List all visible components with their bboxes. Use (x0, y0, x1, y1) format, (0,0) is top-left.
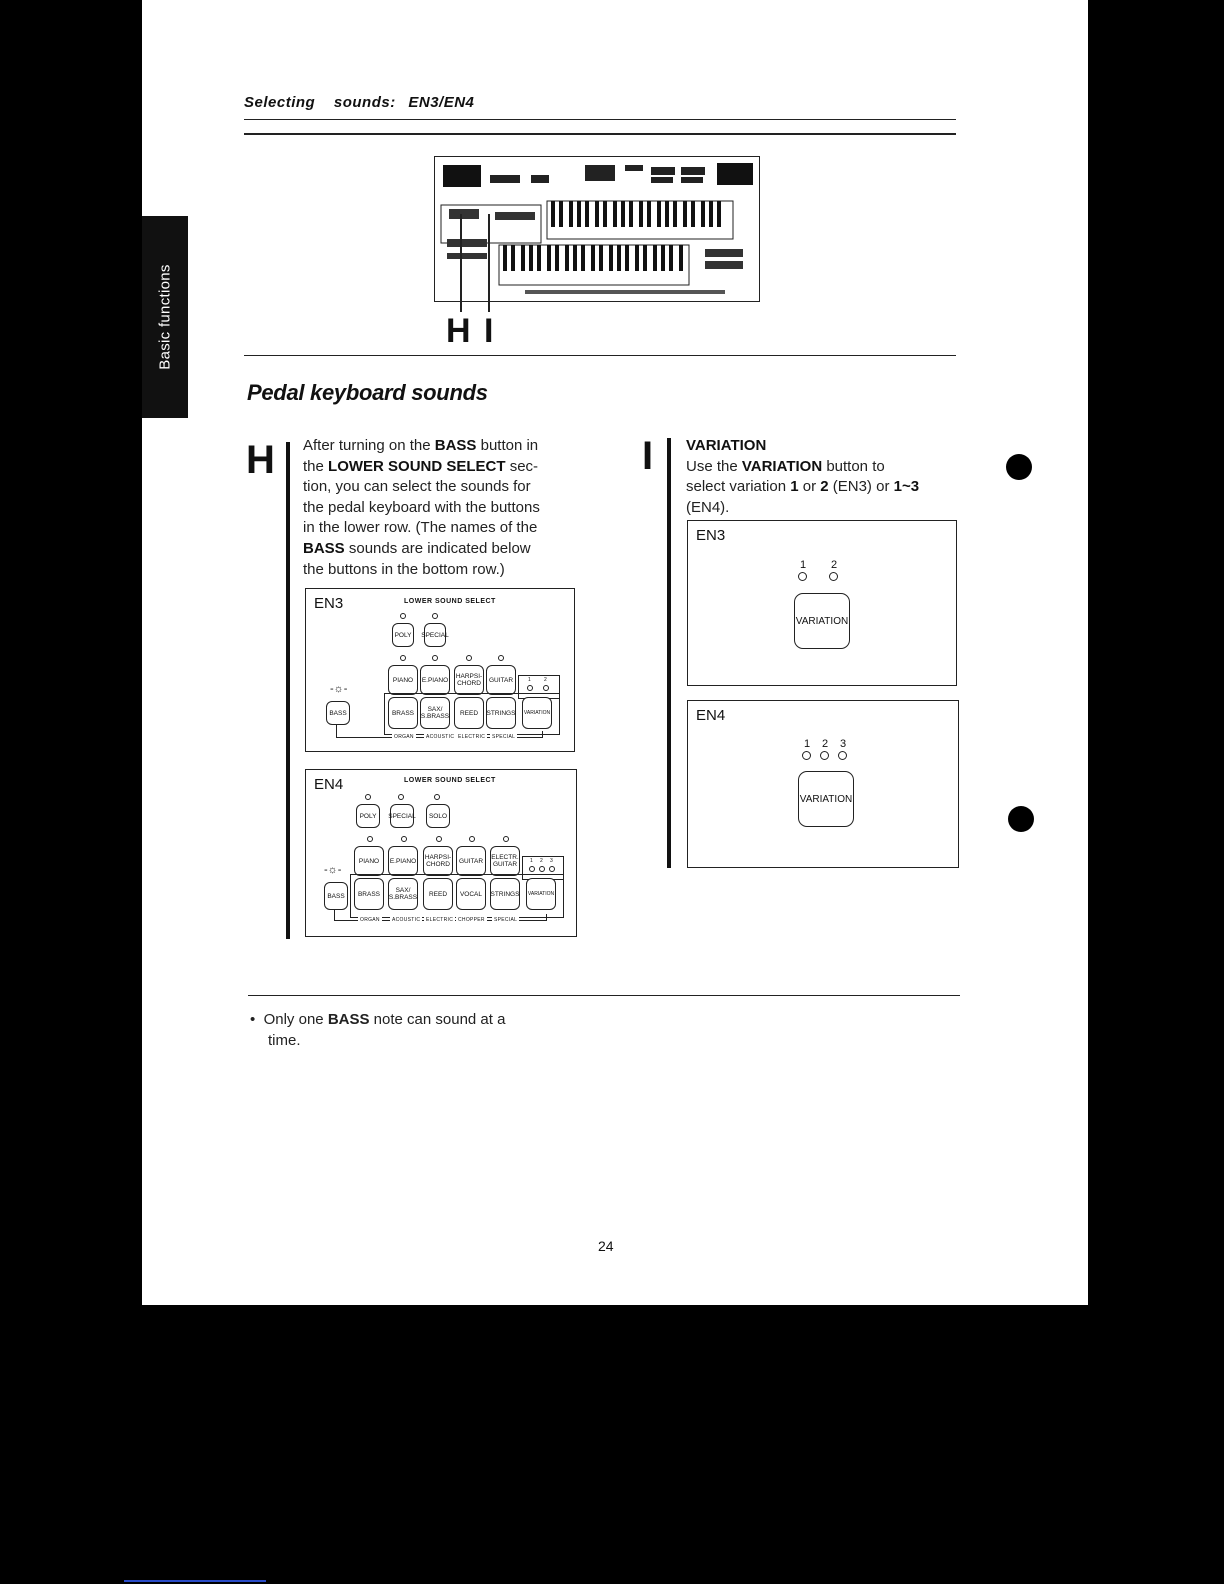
led (469, 836, 475, 842)
led (498, 655, 504, 661)
guitar-button[interactable]: GUITAR (456, 846, 486, 876)
header-section: Selecting (244, 94, 316, 111)
note (250, 1009, 505, 1051)
scan-border-right (1088, 0, 1224, 1305)
var-num: 2 (822, 738, 829, 750)
led (434, 794, 440, 800)
step-h-line: After turning on the BASS button in (303, 437, 539, 454)
step-h-line: tion, you can select the sounds for (303, 478, 531, 496)
step-i-bar (667, 438, 671, 868)
bass-sound-label: SPECIAL (492, 734, 516, 740)
reed-button[interactable]: REED (454, 697, 484, 729)
note-line: • Only one BASS note can sound at a (250, 1011, 506, 1028)
solo-button[interactable]: SOLO (426, 804, 450, 828)
header-models: EN3/EN4 (408, 94, 475, 111)
led (401, 836, 407, 842)
led (432, 655, 438, 661)
variation-led (829, 572, 838, 581)
guitar-button[interactable]: GUITAR (486, 665, 516, 695)
variation-en4-label: EN4 (696, 707, 726, 724)
scan-border-bottom (0, 1305, 1224, 1584)
step-h-line: the buttons in the bottom row.) (303, 560, 505, 578)
special-button[interactable]: SPECIAL (424, 623, 446, 647)
var-num: 2 (540, 858, 544, 864)
strings-button[interactable]: STRINGS (486, 697, 516, 729)
marker-i: I (484, 312, 494, 350)
vocal-button[interactable]: VOCAL (456, 878, 486, 910)
step-i-line: Use the VARIATION button to (686, 457, 885, 475)
binding-hole-dot (1008, 806, 1034, 832)
section-title: Pedal keyboard sounds (247, 380, 488, 405)
en3-panel-label: EN3 (314, 595, 344, 612)
reed-button[interactable]: REED (423, 878, 453, 910)
en3-lower-sound-select-panel (305, 588, 575, 752)
led (436, 836, 442, 842)
section-rule (244, 355, 956, 356)
variation-led (838, 751, 847, 760)
variation-button[interactable]: VARIATION (798, 771, 854, 827)
brass-button[interactable]: BRASS (388, 697, 418, 729)
led (398, 794, 404, 800)
side-tab (142, 216, 188, 418)
bass-sound-label: SPECIAL (494, 917, 518, 923)
en4-lower-sound-select-panel (305, 769, 577, 937)
e-piano-button[interactable]: E.PIANO (388, 846, 418, 876)
var-num: 3 (550, 858, 554, 864)
bass-sound-label: ELECTRIC (426, 917, 454, 923)
variation-button[interactable]: VARIATION (794, 593, 850, 649)
marker-i-leader (488, 214, 490, 312)
step-i-line: select variation 1 or 2 (EN3) or 1~3 (686, 478, 920, 496)
lit-indicator-icon: -☼- (324, 864, 342, 876)
note-rule (248, 995, 960, 996)
header-rule-bottom (244, 133, 956, 135)
step-h-line: the pedal keyboard with the buttons (303, 498, 540, 516)
marker-h-leader (460, 214, 462, 312)
bass-leader (336, 725, 337, 737)
step-h-line: in the lower row. (The names of the (303, 519, 538, 537)
special-button[interactable]: SPECIAL (390, 804, 414, 828)
poly-button[interactable]: POLY (356, 804, 380, 828)
lit-indicator-icon: -☼- (330, 683, 348, 695)
poly-button[interactable]: POLY (392, 623, 414, 647)
sax-s-brass-button[interactable]: SAX/ S.BRASS (388, 878, 418, 910)
instrument-overview-svg (435, 157, 759, 301)
led (400, 613, 406, 619)
led (365, 794, 371, 800)
var-num: 2 (831, 559, 838, 571)
var-num: 1 (530, 858, 534, 864)
variation-en4-panel (687, 700, 959, 868)
step-h-line: BASS sounds are indicated below (303, 539, 531, 557)
step-h-bar (286, 442, 290, 939)
led (529, 866, 535, 872)
step-i-title: VARIATION (686, 437, 767, 454)
harpsichord-button[interactable]: HARPSI- CHORD (423, 846, 453, 876)
led (466, 655, 472, 661)
scan-edge-line (124, 1580, 266, 1582)
en4-panel-caption: LOWER SOUND SELECT (404, 777, 496, 784)
led (539, 866, 545, 872)
step-i-letter: I (642, 434, 654, 478)
led (367, 836, 373, 842)
step-h-line: the LOWER SOUND SELECT sec- (303, 457, 539, 475)
header-subsection: sounds: (333, 94, 396, 111)
var-num: 1 (804, 738, 811, 750)
step-h-text (303, 436, 593, 580)
harpsichord-button[interactable]: HARPSI- CHORD (454, 665, 484, 695)
piano-button[interactable]: PIANO (354, 846, 384, 876)
page-header (244, 94, 474, 111)
marker-h: H (446, 312, 471, 350)
bass-sound-label: ACOUSTIC (426, 734, 455, 740)
bass-sound-label: CHOPPER (458, 917, 485, 923)
bass-sound-label: ORGAN (360, 917, 380, 923)
electric-guitar-button[interactable]: ELECTR. GUITAR (490, 846, 520, 876)
note-line: time. (268, 1032, 301, 1049)
bass-button[interactable]: BASS (326, 701, 350, 725)
bass-leader (542, 731, 543, 738)
step-h-letter: H (246, 438, 275, 482)
var-num: 1 (800, 559, 807, 571)
step-i-line: (EN4). (686, 498, 730, 516)
binding-hole-dot (1006, 454, 1032, 480)
e-piano-button[interactable]: E.PIANO (420, 665, 450, 695)
led (503, 836, 509, 842)
variation-en3-label: EN3 (696, 527, 726, 544)
bass-leader (546, 914, 547, 921)
page-number: 24 (598, 1238, 614, 1254)
sax-s-brass-button[interactable]: SAX/ S.BRASS (420, 697, 450, 729)
led (543, 685, 549, 691)
var-num: 3 (840, 738, 847, 750)
step-i-text (686, 436, 966, 518)
led (432, 613, 438, 619)
variation-button[interactable]: VARIATION (522, 697, 552, 729)
strings-button[interactable]: STRINGS (490, 878, 520, 910)
header-rule-top (244, 119, 956, 120)
led (400, 655, 406, 661)
side-tab-label: Basic functions (156, 264, 174, 370)
led (527, 685, 533, 691)
bass-sound-label: ACOUSTIC (392, 917, 421, 923)
bass-leader (334, 910, 335, 920)
variation-led (802, 751, 811, 760)
led (549, 866, 555, 872)
variation-led (798, 572, 807, 581)
brass-button[interactable]: BRASS (354, 878, 384, 910)
variation-led (820, 751, 829, 760)
bass-button[interactable]: BASS (324, 882, 348, 910)
var-num: 2 (544, 677, 548, 683)
bass-sound-label: ORGAN (394, 734, 414, 740)
var-num: 1 (528, 677, 532, 683)
en4-panel-label: EN4 (314, 776, 344, 793)
piano-button[interactable]: PIANO (388, 665, 418, 695)
en3-panel-caption: LOWER SOUND SELECT (404, 598, 496, 605)
variation-button[interactable]: VARIATION (526, 878, 556, 910)
instrument-overview-diagram (434, 156, 760, 302)
bass-sound-label: ELECTRIC (458, 734, 486, 740)
variation-en3-panel (687, 520, 957, 686)
